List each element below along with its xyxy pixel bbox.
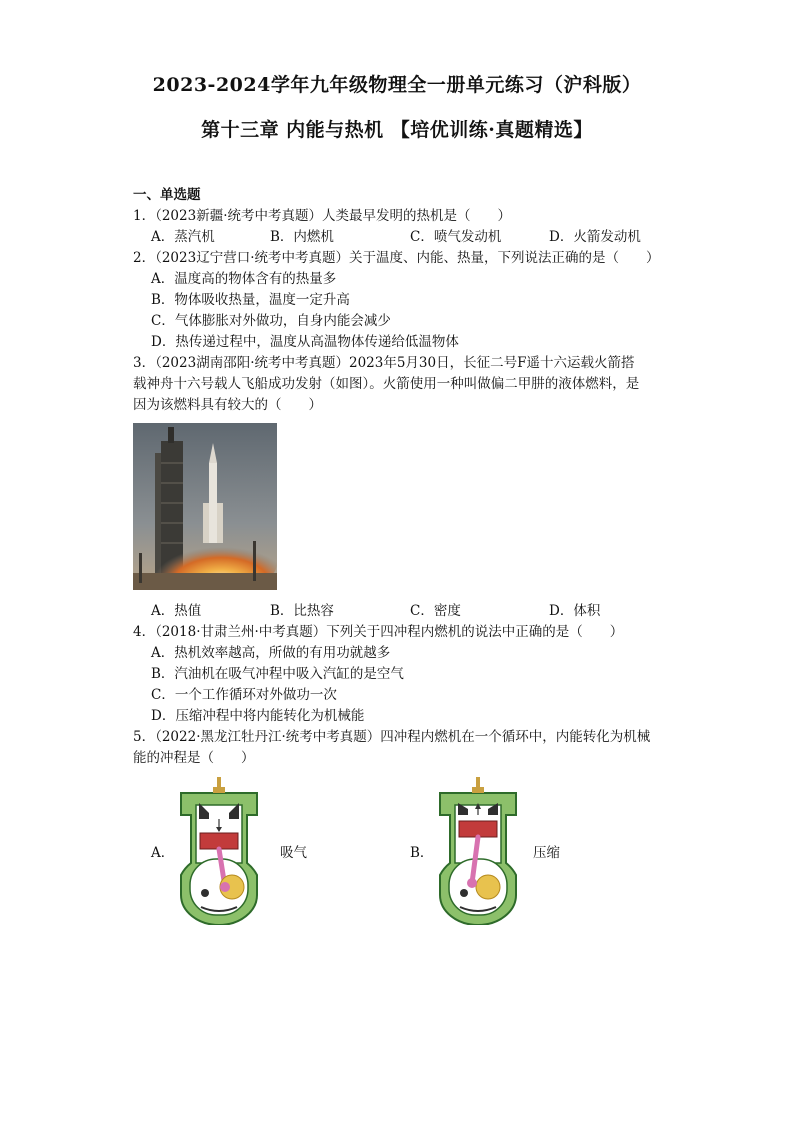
q2-option-a: A．温度高的物体含有的热量多 [151, 271, 337, 287]
q1-option-c: C．喷气发动机 [410, 229, 502, 245]
q1-option-b: B．内燃机 [270, 229, 334, 245]
question-2-stem: 2．（2023辽宁营口·统考中考真题）关于温度、内能、热量，下列说法正确的是（ ） [133, 250, 660, 266]
section-heading: 一、单选题 [133, 187, 201, 203]
engine-intake-diagram [177, 775, 261, 929]
question-3-stem-line3: 因为该燃料具有较大的（ ） [133, 397, 322, 413]
question-4-stem: 4．（2018·甘肃兰州·中考真题）下列关于四冲程内燃机的说法中正确的是（ ） [133, 624, 624, 640]
page-subtitle: 第十三章 内能与热机 【培优训练·真题精选】 [201, 119, 593, 141]
q4-option-c: C．一个工作循环对外做功一次 [151, 687, 337, 703]
q1-option-a: A．蒸汽机 [151, 229, 215, 245]
question-5-stem-line2: 能的冲程是（ ） [133, 750, 255, 766]
q3-option-b: B．比热容 [270, 603, 334, 619]
q5-option-a: A． [151, 845, 175, 861]
question-1-stem: 1．（2023新疆·统考中考真题）人类最早发明的热机是（ ） [133, 208, 511, 224]
q5-figure-a-label: 吸气 [280, 845, 307, 861]
q3-option-a: A．热值 [151, 603, 202, 619]
question-3-stem-line2: 载神舟十六号载人飞船成功发射（如图）。火箭使用一种叫做偏二甲肼的液体燃料，是 [133, 376, 640, 392]
q3-option-d: D．体积 [549, 603, 601, 619]
q1-option-d: D．火箭发动机 [549, 229, 641, 245]
q2-option-d: D．热传递过程中，温度从高温物体传递给低温物体 [151, 334, 459, 350]
engine-compression-diagram [436, 775, 520, 929]
rocket-launch-photo [133, 423, 277, 590]
q5-option-b: B． [410, 845, 434, 861]
question-3-stem-line1: 3．（2023湖南邵阳·统考中考真题）2023年5月30日，长征二号F遥十六运载火箭搭 [133, 355, 635, 371]
q4-option-a: A．热机效率越高，所做的有用功就越多 [151, 645, 391, 661]
q4-option-b: B．汽油机在吸气冲程中吸入汽缸的是空气 [151, 666, 404, 682]
q3-option-c: C．密度 [410, 603, 461, 619]
page-title: 2023-2024学年九年级物理全一册单元练习（沪科版） [152, 74, 642, 96]
q2-option-c: C．气体膨胀对外做功，自身内能会减少 [151, 313, 391, 329]
q5-figure-b-label: 压缩 [533, 845, 560, 861]
q2-option-b: B．物体吸收热量，温度一定升高 [151, 292, 350, 308]
question-5-stem-line1: 5．（2022·黑龙江牡丹江·统考中考真题）四冲程内燃机在一个循环中，内能转化为机械 [133, 729, 651, 745]
q4-option-d: D．压缩冲程中将内能转化为机械能 [151, 708, 365, 724]
